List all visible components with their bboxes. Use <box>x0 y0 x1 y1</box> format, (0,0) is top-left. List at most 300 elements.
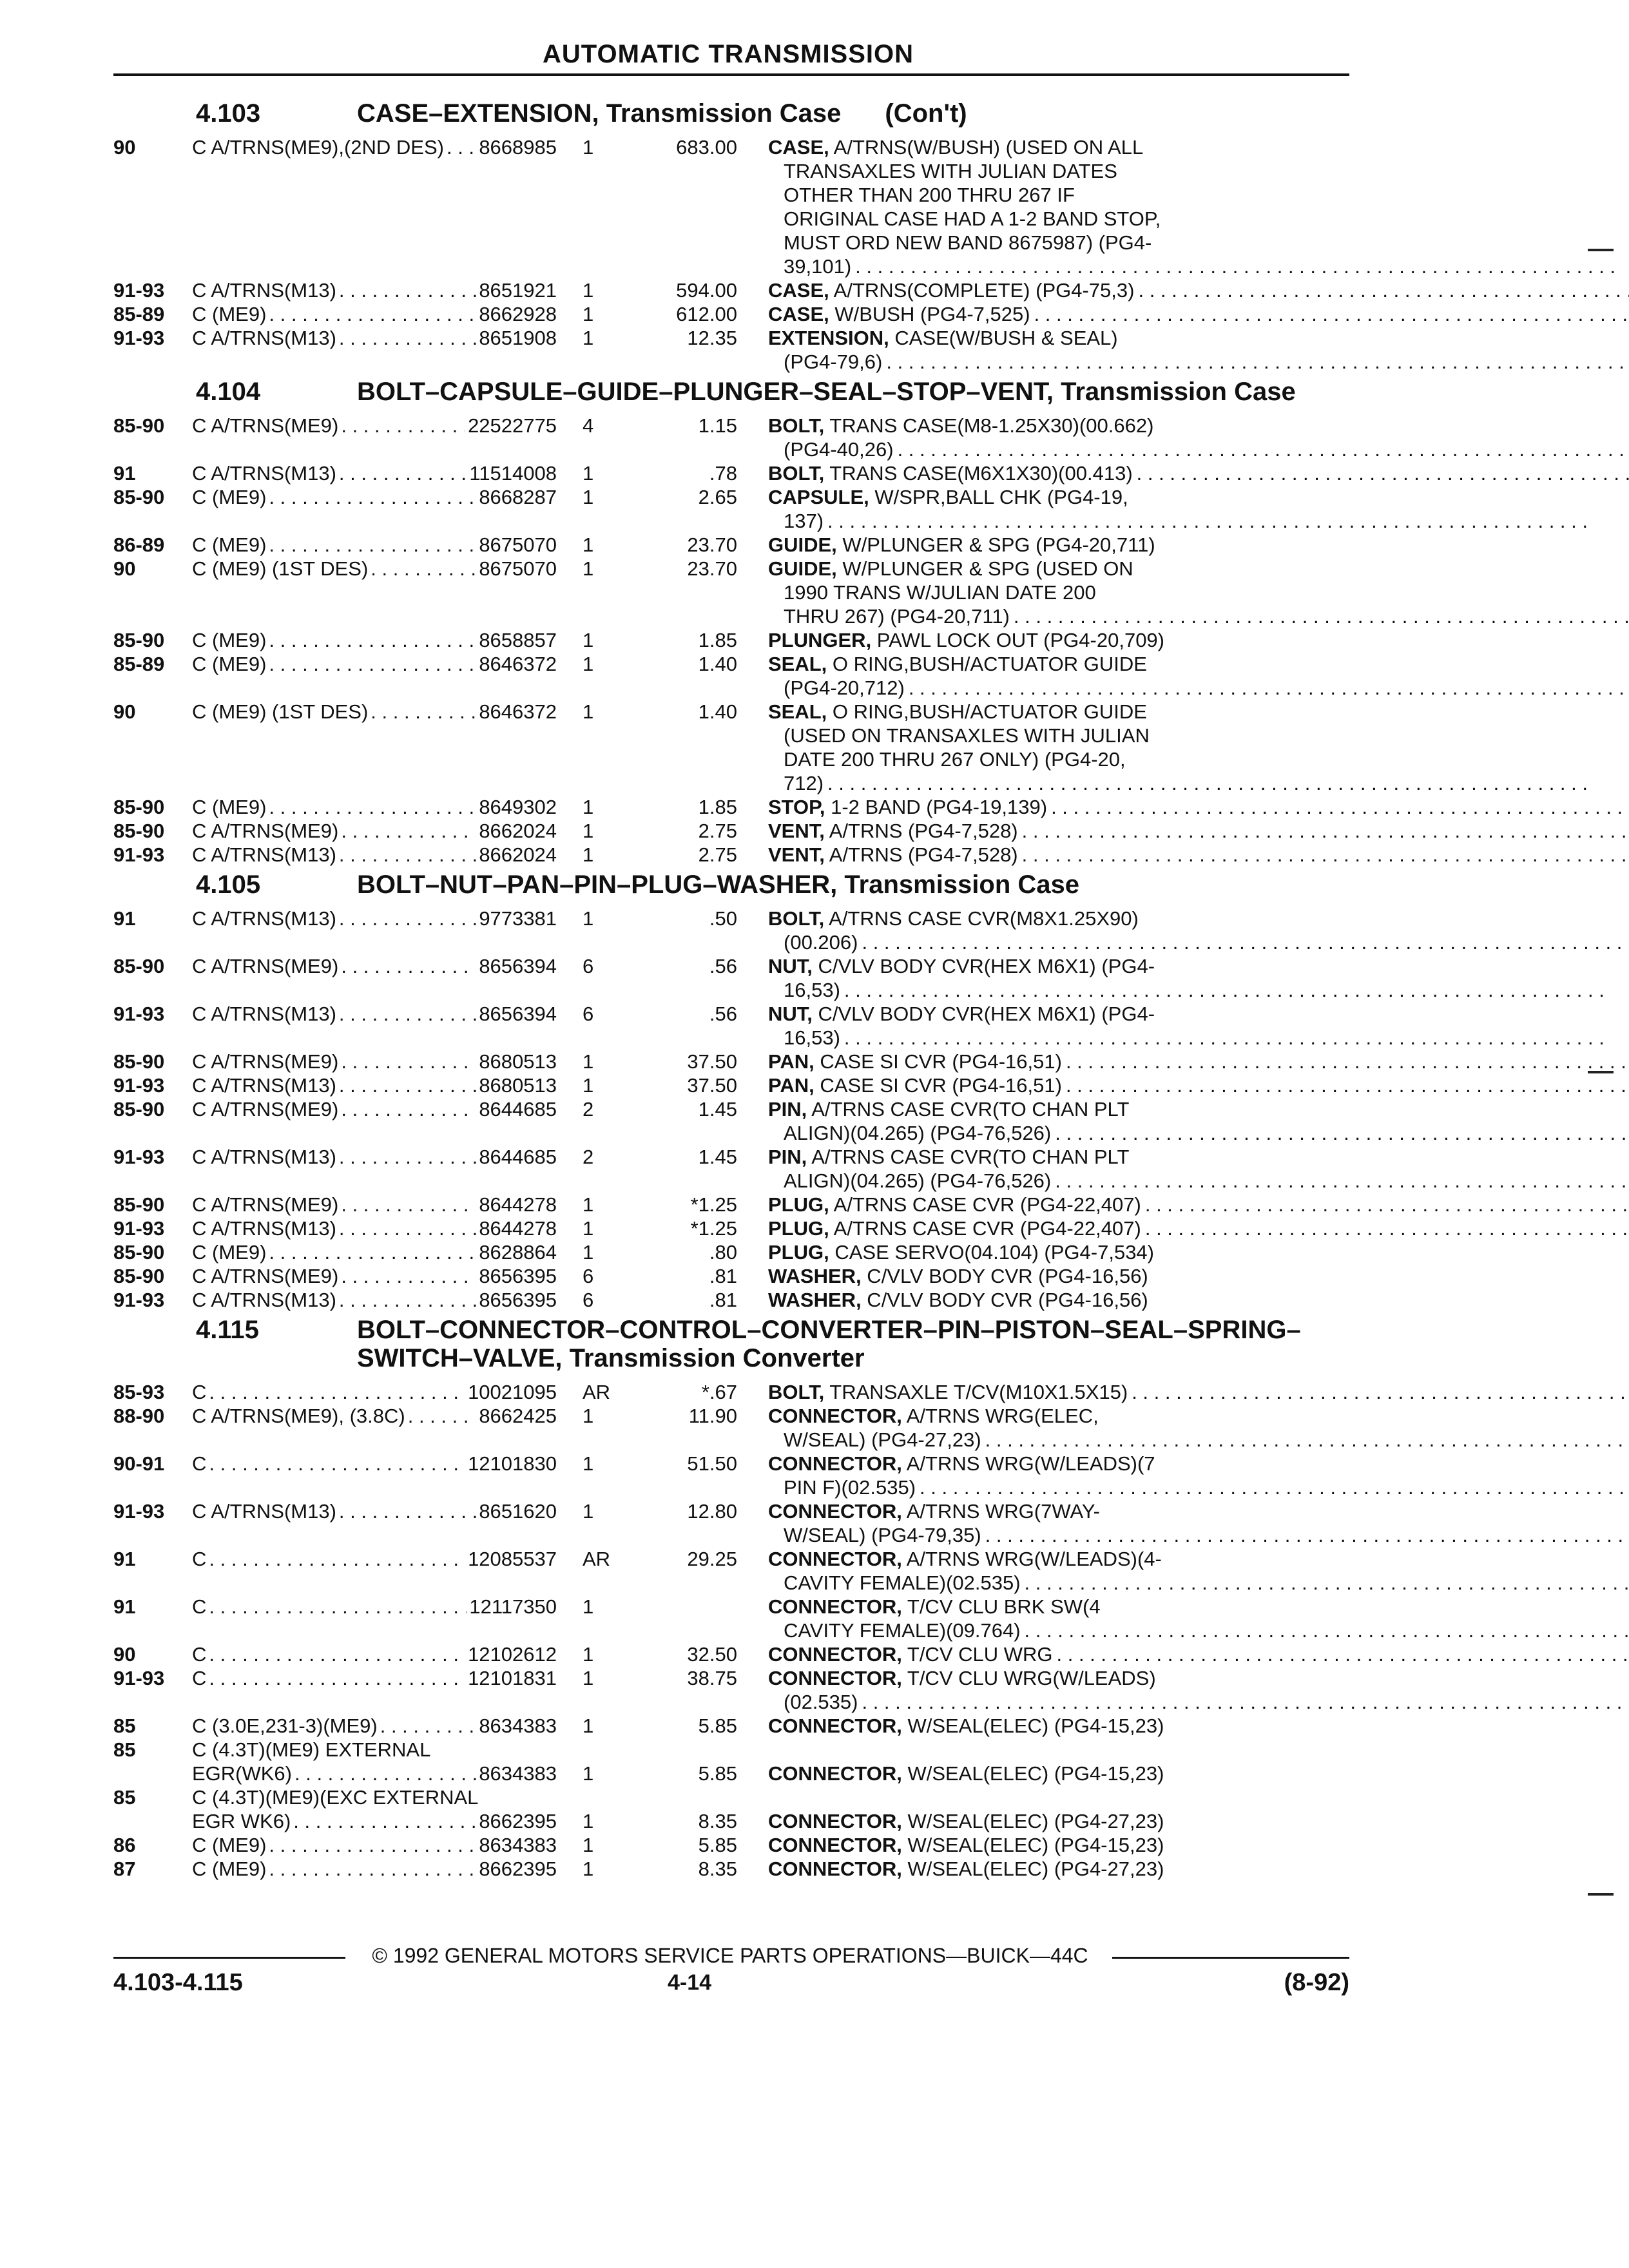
application <box>192 652 557 700</box>
description-text: ALIGN)(04.265) (PG4-76,526) <box>784 1122 1052 1144</box>
part-row <box>113 843 1357 867</box>
application <box>192 1073 557 1097</box>
description-line <box>768 1857 1357 1881</box>
part-row <box>113 278 1357 302</box>
description <box>768 819 1629 843</box>
part-row <box>113 1216 1357 1240</box>
description <box>768 1547 1629 1595</box>
quantity: 1 <box>583 533 594 556</box>
quantity: 6 <box>583 1003 594 1025</box>
description-line <box>768 1428 1629 1452</box>
quantity: 1 <box>583 796 594 818</box>
description-line <box>768 485 1588 509</box>
description-text: 1-2 BAND (PG4-19,139) <box>825 796 1048 818</box>
price: .81 <box>709 1289 737 1311</box>
application <box>192 628 557 652</box>
description-text: 137) <box>784 510 824 532</box>
part-name: CASE, <box>768 279 829 302</box>
dot-leader <box>339 278 476 302</box>
dot-leader <box>209 1642 465 1666</box>
model-year: 85-90 <box>113 1098 165 1120</box>
section-header <box>113 99 1357 128</box>
dot-leader <box>269 1240 476 1264</box>
part-row <box>113 1002 1357 1050</box>
section-number: 4.105 <box>196 870 261 899</box>
section-header <box>113 378 1357 406</box>
application <box>192 1833 557 1857</box>
description <box>768 326 1629 374</box>
quantity: 1 <box>583 1405 594 1427</box>
part-name: VENT, <box>768 843 825 866</box>
application-text: C A/TRNS(M13) <box>192 1217 336 1240</box>
part-name: CAPSULE, <box>768 486 869 508</box>
price: 612.00 <box>676 303 737 325</box>
description-text: A/TRNS WRG(W/LEADS)(4- <box>901 1548 1162 1570</box>
application-text: C (ME9) <box>192 1858 267 1880</box>
application <box>192 485 557 533</box>
application <box>192 1145 557 1193</box>
application <box>192 1380 557 1404</box>
description-line <box>768 1475 1629 1499</box>
application-text: C A/TRNS(M13) <box>192 1500 336 1523</box>
description-line <box>768 1499 1629 1523</box>
model-year: 85-89 <box>113 653 165 675</box>
application <box>192 1050 557 1073</box>
quantity: 1 <box>583 653 594 675</box>
description-text: A/TRNS (PG4-7,528) <box>824 820 1018 842</box>
application-text: C A/TRNS(ME9),(2ND DES) <box>192 136 444 159</box>
price: 12.80 <box>687 1500 737 1523</box>
model-year: 85-90 <box>113 1265 165 1287</box>
quantity: 1 <box>583 1858 594 1880</box>
description-text: 16,53) <box>784 1026 840 1049</box>
part-name: PLUG, <box>768 1241 829 1264</box>
description-line <box>768 1097 1629 1121</box>
part-name: CONNECTOR, <box>768 1595 902 1618</box>
model-year: 91-93 <box>113 1146 165 1168</box>
description-text: A/TRNS CASE CVR (PG4-22,407) <box>829 1217 1141 1240</box>
description-text: A/TRNS WRG(W/LEADS)(7 <box>901 1452 1155 1475</box>
part-name: BOLT, <box>768 414 825 437</box>
description-line <box>768 461 1629 485</box>
application-text: C <box>192 1452 207 1475</box>
application <box>192 1547 557 1595</box>
description-text: A/TRNS CASE CVR (PG4-22,407) <box>829 1193 1141 1216</box>
dot-leader <box>909 676 1629 700</box>
description-text: MUST ORD NEW BAND 8675987) (PG4- <box>784 231 1152 254</box>
dot-leader <box>269 485 476 509</box>
dot-leader <box>985 1428 1629 1452</box>
application <box>192 907 557 954</box>
part-name: BOLT, <box>768 462 825 485</box>
part-number: 8656394 <box>479 1003 557 1025</box>
model-year: 91-93 <box>113 1074 165 1097</box>
dot-leader <box>1055 1121 1629 1145</box>
price: 38.75 <box>687 1667 737 1689</box>
model-year: 91 <box>113 1548 136 1570</box>
dot-leader <box>339 843 476 867</box>
dot-leader <box>862 1690 1622 1714</box>
dot-leader <box>339 1002 476 1026</box>
section-title-text: BOLT–NUT–PAN–PIN–PLUG–WASHER, Transmission Case <box>357 870 1080 899</box>
part-row <box>113 1785 1357 1833</box>
price: 1.45 <box>698 1146 737 1168</box>
price: 2.75 <box>698 820 737 842</box>
description-line <box>768 843 1629 867</box>
part-number: 8662395 <box>479 1810 557 1832</box>
application-text: C (4.3T)(ME9)(EXC EXTERNAL <box>192 1786 479 1809</box>
part-name: PAN, <box>768 1074 815 1097</box>
description-line <box>768 1145 1629 1169</box>
application <box>192 461 557 485</box>
section-title <box>357 99 1357 128</box>
model-year: 91-93 <box>113 1667 165 1689</box>
price: 1.15 <box>698 414 737 437</box>
part-number: 22522775 <box>468 414 557 437</box>
quantity: 1 <box>583 1074 594 1097</box>
price: 37.50 <box>687 1050 737 1073</box>
description <box>768 1097 1629 1145</box>
application-text: C A/TRNS(M13) <box>192 1146 336 1168</box>
model-year: 90 <box>113 557 136 580</box>
description-line <box>768 1050 1629 1073</box>
page-title: AUTOMATIC TRANSMISSION <box>542 40 914 68</box>
dot-leader <box>1138 278 1629 302</box>
quantity: 1 <box>583 1452 594 1475</box>
description <box>768 1073 1629 1097</box>
description-line <box>768 350 1629 374</box>
part-row <box>113 533 1357 557</box>
description-text: W/SEAL) (PG4-79,35) <box>784 1524 981 1546</box>
description-line <box>768 1762 1357 1785</box>
dot-leader <box>209 1595 467 1619</box>
part-name: PLUG, <box>768 1217 829 1240</box>
application-text: C (ME9) <box>192 653 267 675</box>
section-header <box>113 870 1357 899</box>
quantity: 1 <box>583 462 594 485</box>
application-text: C A/TRNS(ME9) <box>192 1265 339 1287</box>
description-text: (PG4-79,6) <box>784 351 883 373</box>
price: 5.85 <box>698 1715 737 1737</box>
dot-leader <box>294 1762 476 1785</box>
description-text: TRANSAXLES WITH JULIAN DATES <box>784 160 1117 182</box>
part-number: 12101830 <box>468 1452 557 1475</box>
description-line <box>768 1833 1357 1857</box>
price: 5.85 <box>698 1762 737 1785</box>
application-text: C A/TRNS(M13) <box>192 462 336 485</box>
price: 8.35 <box>698 1858 737 1880</box>
description-line <box>768 437 1629 461</box>
description-text: TRANS CASE(M8-1.25X30)(00.662) <box>824 414 1154 437</box>
dot-leader <box>447 135 476 159</box>
quantity: 1 <box>583 1643 594 1666</box>
description <box>768 533 1357 557</box>
description-line <box>768 302 1629 326</box>
margin-mark <box>1588 1893 1614 1896</box>
description <box>768 135 1615 278</box>
application-text: C A/TRNS(ME9) <box>192 1193 339 1216</box>
application <box>192 1857 557 1881</box>
quantity: 6 <box>583 1265 594 1287</box>
section-title-text: BOLT–CAPSULE–GUIDE–PLUNGER–SEAL–STOP–VENT, Transmission Case <box>357 378 1296 406</box>
application-text: C (ME9) <box>192 1834 267 1856</box>
description-text: CASE SI CVR (PG4-16,51) <box>814 1074 1062 1097</box>
dot-leader <box>1025 1571 1629 1595</box>
description-line <box>768 1642 1629 1666</box>
application <box>192 1002 557 1050</box>
part-number: 8656394 <box>479 955 557 977</box>
part-number: 8649302 <box>479 796 557 818</box>
description-text: CASE(W/BUSH & SEAL) <box>889 327 1118 349</box>
price: .50 <box>709 907 737 930</box>
application <box>192 1264 557 1288</box>
price: 11.90 <box>688 1405 737 1427</box>
price: *1.25 <box>690 1217 737 1240</box>
quantity: 1 <box>583 1193 594 1216</box>
part-row <box>113 1404 1357 1452</box>
application <box>192 1499 557 1547</box>
description-line <box>768 1073 1629 1097</box>
section-title-text: CASE–EXTENSION, Transmission Case <box>357 99 842 128</box>
part-row <box>113 1193 1357 1216</box>
description <box>768 1857 1357 1881</box>
application <box>192 533 557 557</box>
part-name: CONNECTOR, <box>768 1405 902 1427</box>
model-year: 85 <box>113 1715 136 1737</box>
dot-leader <box>1051 795 1629 819</box>
quantity: AR <box>583 1381 611 1403</box>
part-row <box>113 907 1357 954</box>
application <box>192 1785 557 1833</box>
part-name: PIN, <box>768 1146 807 1168</box>
part-number: 12101831 <box>468 1667 557 1689</box>
application <box>192 135 557 278</box>
section-number: 4.104 <box>196 378 261 406</box>
quantity: 1 <box>583 303 594 325</box>
quantity: 1 <box>583 1834 594 1856</box>
dot-leader <box>886 350 1629 374</box>
quantity: 1 <box>583 1667 594 1689</box>
description-text: A/TRNS(COMPLETE) (PG4-75,3) <box>829 279 1135 302</box>
description-text: CAVITY FEMALE)(09.764) <box>784 1619 1021 1642</box>
model-year: 91-93 <box>113 327 165 349</box>
dot-leader <box>341 819 476 843</box>
description-text: 16,53) <box>784 979 840 1001</box>
description-line <box>768 1121 1629 1145</box>
description-text: A/TRNS CASE CVR(TO CHAN PLT <box>807 1098 1130 1120</box>
part-number: 8662024 <box>479 843 557 866</box>
description-line <box>768 724 1588 747</box>
part-number: 8680513 <box>479 1074 557 1097</box>
application <box>192 843 557 867</box>
part-name: BOLT, <box>768 1381 825 1403</box>
description <box>768 1714 1357 1738</box>
price: 29.25 <box>687 1548 737 1570</box>
description-line <box>768 652 1629 676</box>
part-number: 8656395 <box>479 1289 557 1311</box>
part-name: WASHER, <box>768 1289 862 1311</box>
dot-leader <box>1066 1050 1629 1073</box>
part-number: 8634383 <box>479 1834 557 1856</box>
part-name: VENT, <box>768 820 825 842</box>
price: *1.25 <box>690 1193 737 1216</box>
application <box>192 1193 557 1216</box>
part-row <box>113 1714 1357 1738</box>
dot-leader <box>844 1026 1605 1050</box>
part-number: 8662425 <box>479 1405 557 1427</box>
application-text: C (ME9) <box>192 533 267 556</box>
description-line <box>768 231 1615 255</box>
dot-leader <box>209 1666 465 1690</box>
part-row <box>113 1499 1357 1547</box>
application <box>192 1452 557 1499</box>
quantity: 1 <box>583 843 594 866</box>
application-text: C <box>192 1667 207 1689</box>
price: 12.35 <box>687 327 737 349</box>
application-text: C A/TRNS(ME9) <box>192 955 339 977</box>
application <box>192 819 557 843</box>
dot-leader <box>209 1547 465 1571</box>
description <box>768 1666 1622 1714</box>
part-row <box>113 1452 1357 1499</box>
part-name: GUIDE, <box>768 533 837 556</box>
description-text: 1990 TRANS W/JULIAN DATE 200 <box>784 581 1096 604</box>
part-name: NUT, <box>768 1003 813 1025</box>
model-year: 91 <box>113 1595 136 1618</box>
price: 1.40 <box>698 653 737 675</box>
dot-leader <box>827 509 1588 533</box>
part-row <box>113 1264 1357 1288</box>
quantity: 1 <box>583 1241 594 1264</box>
dot-leader <box>985 1523 1629 1547</box>
description-text: ALIGN)(04.265) (PG4-76,526) <box>784 1169 1052 1192</box>
price: 32.50 <box>687 1643 737 1666</box>
description-line <box>768 700 1588 724</box>
dot-leader <box>269 652 476 676</box>
dot-leader <box>855 255 1615 278</box>
application <box>192 1240 557 1264</box>
quantity: 4 <box>583 414 594 437</box>
quantity: 1 <box>583 820 594 842</box>
description-line <box>768 819 1629 843</box>
part-number: 12102612 <box>468 1643 557 1666</box>
description-text: O RING,BUSH/ACTUATOR GUIDE <box>827 700 1147 723</box>
dot-leader <box>1014 604 1629 628</box>
model-year: 85-89 <box>113 303 165 325</box>
description-line <box>768 1714 1357 1738</box>
part-row <box>113 700 1357 795</box>
dot-leader <box>269 302 476 326</box>
application-text: C A/TRNS(ME9) <box>192 1050 339 1073</box>
description-text: T/CV CLU WRG <box>901 1643 1053 1666</box>
price: 1.85 <box>698 796 737 818</box>
description <box>768 954 1605 1002</box>
section-number: 4.115 <box>196 1316 259 1344</box>
application <box>192 278 557 302</box>
application <box>192 700 557 795</box>
description <box>768 414 1629 461</box>
description-line <box>768 159 1615 183</box>
application <box>192 1642 557 1666</box>
application-text: C A/TRNS(M13) <box>192 1003 336 1025</box>
dot-leader <box>339 1499 476 1523</box>
part-name: CASE, <box>768 303 829 325</box>
part-row <box>113 1380 1357 1404</box>
footer-section-range: 4.103-4.115 <box>113 1969 243 1996</box>
description-text: TRANS CASE(M6X1X30)(00.413) <box>824 462 1133 485</box>
application-text: C (4.3T)(ME9) EXTERNAL <box>192 1738 431 1761</box>
description-line <box>768 533 1357 557</box>
footer-page-number: 4-14 <box>668 1970 712 1995</box>
description <box>768 1499 1629 1547</box>
model-year: 85-90 <box>113 629 165 651</box>
part-number: 10021095 <box>468 1381 557 1403</box>
description-text: ORIGINAL CASE HAD A 1-2 BAND STOP, <box>784 207 1161 230</box>
part-number: 8675070 <box>479 557 557 580</box>
part-number: 8668287 <box>479 486 557 508</box>
part-name: CONNECTOR, <box>768 1667 902 1689</box>
dot-leader <box>341 414 465 437</box>
model-year: 85-90 <box>113 1050 165 1073</box>
part-number: 8662928 <box>479 303 557 325</box>
description-text: PAWL LOCK OUT (PG4-20,709) <box>871 629 1165 651</box>
model-year: 91-93 <box>113 1289 165 1311</box>
dot-leader <box>269 1857 476 1881</box>
description-line <box>768 1026 1605 1050</box>
application <box>192 1714 557 1738</box>
price: 1.85 <box>698 629 737 651</box>
part-name: PAN, <box>768 1050 815 1073</box>
dot-leader <box>339 461 467 485</box>
part-number: 8675070 <box>479 533 557 556</box>
part-name: GUIDE, <box>768 557 837 580</box>
model-year: 85-90 <box>113 820 165 842</box>
part-name: STOP, <box>768 796 825 818</box>
section-title <box>357 378 1357 406</box>
quantity: 1 <box>583 486 594 508</box>
model-year: 86-89 <box>113 533 165 556</box>
description-text: 39,101) <box>784 255 852 278</box>
model-year: 91-93 <box>113 843 165 866</box>
dot-leader <box>269 628 476 652</box>
description-text: T/CV CLU WRG(W/LEADS) <box>901 1667 1156 1689</box>
model-year: 90-91 <box>113 1452 165 1475</box>
part-name: CASE, <box>768 136 829 159</box>
description <box>768 278 1629 302</box>
application-text: C <box>192 1548 207 1570</box>
quantity: 1 <box>583 279 594 302</box>
price: *.67 <box>701 1381 737 1403</box>
description <box>768 1809 1357 1833</box>
dot-leader <box>1057 1642 1629 1666</box>
price: 594.00 <box>676 279 737 302</box>
part-number: 8634383 <box>479 1762 557 1785</box>
dot-leader <box>920 1475 1629 1499</box>
application <box>192 795 557 819</box>
part-row <box>113 628 1357 652</box>
part-number: 8644685 <box>479 1098 557 1120</box>
dot-leader <box>371 557 476 581</box>
price: .78 <box>709 462 737 485</box>
part-number: 9773381 <box>479 907 557 930</box>
description-text: W/SEAL) (PG4-27,23) <box>784 1428 981 1451</box>
part-row <box>113 461 1357 485</box>
dot-leader <box>1025 1619 1629 1642</box>
description-text: (USED ON TRANSAXLES WITH JULIAN <box>784 724 1150 747</box>
part-number: 8680513 <box>479 1050 557 1073</box>
model-year: 85-90 <box>113 1193 165 1216</box>
part-number: 8651620 <box>479 1500 557 1523</box>
